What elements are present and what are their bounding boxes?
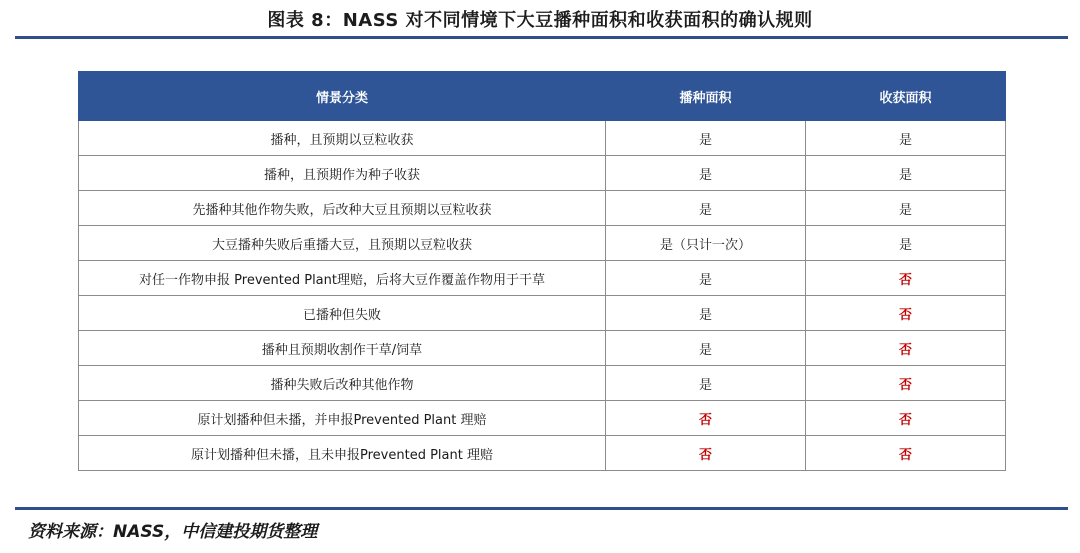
harvested-cell: 否 (806, 261, 1006, 296)
table-row (79, 226, 1006, 261)
table-row (79, 331, 1006, 366)
scenario-cell: 原计划播种但未播，且未申报Prevented Plant 理赔 (79, 436, 606, 471)
scenario-cell: 播种失败后改种其他作物 (79, 366, 606, 401)
scenario-cell: 对任一作物申报 Prevented Plant理赔，后将大豆作覆盖作物用于干草 (79, 261, 606, 296)
footer-divider (15, 507, 1068, 510)
header-harvested-area: 收获面积 (806, 72, 1006, 121)
harvested-cell: 否 (806, 436, 1006, 471)
harvested-cell: 否 (806, 401, 1006, 436)
planted-cell: 是（只计一次） (606, 226, 806, 261)
title-divider (15, 36, 1068, 39)
scenario-cell: 播种，且预期作为种子收获 (79, 156, 606, 191)
harvested-cell: 否 (806, 366, 1006, 401)
scenario-cell: 播种，且预期以豆粒收获 (79, 121, 606, 156)
harvested-cell: 是 (806, 226, 1006, 261)
harvested-cell: 是 (806, 191, 1006, 226)
scenario-cell: 已播种但失败 (79, 296, 606, 331)
planted-cell: 否 (606, 436, 806, 471)
header-planted-area: 播种面积 (606, 72, 806, 121)
scenario-cell: 播种且预期收割作干草/饲草 (79, 331, 606, 366)
planted-cell: 是 (606, 366, 806, 401)
table-header-row (79, 72, 1006, 121)
source-note: 资料来源：NASS，中信建投期货整理 (28, 522, 318, 542)
planted-cell: 否 (606, 401, 806, 436)
planted-cell: 是 (606, 156, 806, 191)
rules-table (78, 71, 1006, 471)
harvested-cell: 是 (806, 156, 1006, 191)
planted-cell: 是 (606, 191, 806, 226)
table-row (79, 121, 1006, 156)
header-scenario: 情景分类 (79, 72, 606, 121)
table-row (79, 401, 1006, 436)
figure-title: 图表 8：NASS 对不同情境下大豆播种面积和收获面积的确认规则 (267, 10, 813, 31)
scenario-cell: 大豆播种失败后重播大豆，且预期以豆粒收获 (79, 226, 606, 261)
table-row (79, 156, 1006, 191)
harvested-cell: 是 (806, 121, 1006, 156)
harvested-cell: 否 (806, 331, 1006, 366)
planted-cell: 是 (606, 261, 806, 296)
table-row (79, 366, 1006, 401)
table-row (79, 191, 1006, 226)
planted-cell: 是 (606, 121, 806, 156)
table-row (79, 261, 1006, 296)
table-row (79, 436, 1006, 471)
harvested-cell: 否 (806, 296, 1006, 331)
planted-cell: 是 (606, 296, 806, 331)
planted-cell: 是 (606, 331, 806, 366)
scenario-cell: 原计划播种但未播，并申报Prevented Plant 理赔 (79, 401, 606, 436)
scenario-cell: 先播种其他作物失败，后改种大豆且预期以豆粒收获 (79, 191, 606, 226)
table-row (79, 296, 1006, 331)
